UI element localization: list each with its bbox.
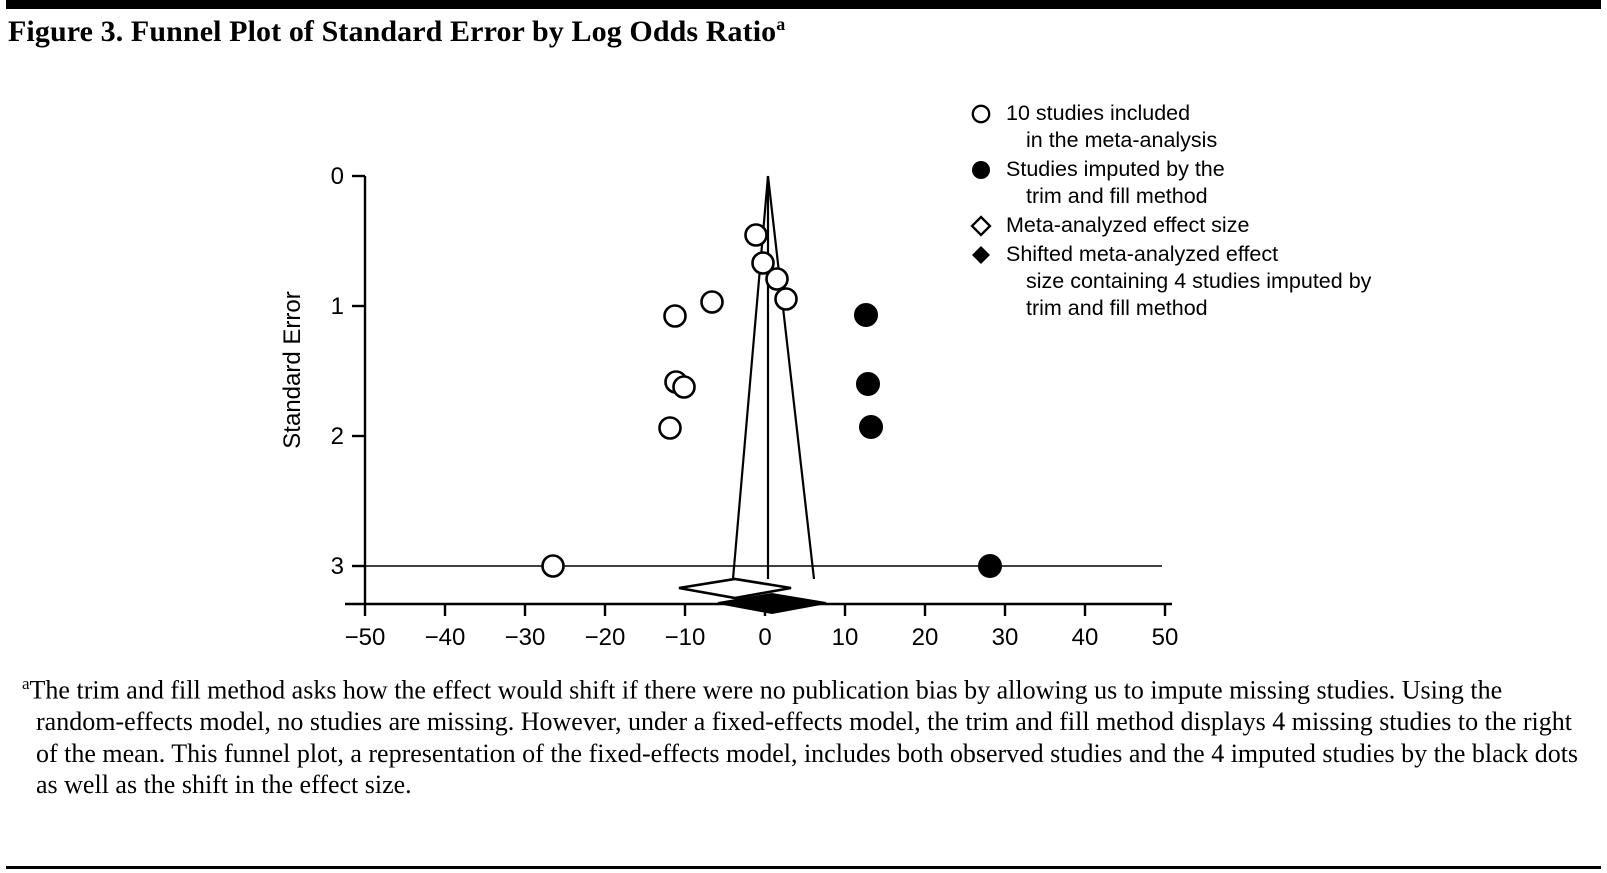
data-point-open-4 [776, 289, 797, 310]
funnel-right-edge [768, 176, 814, 579]
legend-item-observed [968, 100, 1388, 154]
legend-label-imputed-line2: trim and fill method [1026, 184, 1208, 208]
imputed-studies-points [855, 304, 1001, 577]
legend-label-observed [1006, 100, 1388, 154]
data-point-open-10 [543, 556, 564, 577]
legend-item-imputed [968, 156, 1388, 210]
data-point-open-1 [746, 225, 767, 246]
x-tick-label--30: −30 [504, 624, 546, 650]
data-point-open-8 [674, 377, 695, 398]
x-tick-label-40: 40 [1071, 624, 1099, 650]
top-rule-divider [6, 0, 1601, 9]
data-point-open-9 [660, 418, 681, 439]
filled-diamond-icon [970, 244, 994, 266]
legend-label-shifted-effect [1006, 241, 1388, 322]
y-tick-label-2: 2 [330, 423, 344, 450]
figure-title [8, 14, 785, 49]
data-point-open-5 [702, 292, 723, 313]
filled-circle-icon [970, 159, 994, 181]
x-tick-label-20: 20 [911, 624, 939, 650]
legend-label-meta-effect [1006, 212, 1388, 239]
x-tick-label--40: −40 [424, 624, 466, 650]
bottom-rule-divider [6, 866, 1601, 869]
legend-label-observed-line2: in the meta-analysis [1026, 128, 1218, 152]
x-tick-label-30: 30 [991, 624, 1019, 650]
data-point-open-6 [665, 306, 686, 327]
legend-label-imputed-line1: Studies imputed by the [1006, 157, 1225, 181]
figure-title-superscript: a [776, 14, 786, 34]
data-point-filled-3 [860, 416, 882, 438]
legend-item-meta-effect [968, 212, 1388, 239]
x-tick-label-0: 0 [758, 624, 772, 650]
y-tick-label-1: 1 [330, 293, 344, 320]
figure-footnote [8, 668, 1594, 801]
data-point-filled-2 [857, 373, 879, 395]
legend-label-shifted-effect-line1: Shifted meta-analyzed effect [1006, 242, 1279, 266]
data-point-filled-4 [979, 555, 1001, 577]
x-tick-label-10: 10 [831, 624, 859, 650]
legend-item-shifted-effect [968, 241, 1388, 322]
y-axis-title: Standard Error [279, 291, 306, 449]
footnote-marker: a [22, 674, 30, 693]
x-tick-label--20: −20 [584, 624, 626, 650]
open-circle-icon [970, 103, 994, 125]
y-tick-label-0: 0 [330, 163, 344, 190]
data-point-open-3 [767, 269, 788, 290]
legend [968, 100, 1388, 324]
funnel-plot-chart [0, 70, 1607, 650]
legend-label-imputed [1006, 156, 1388, 210]
open-diamond-icon [970, 215, 994, 237]
figure-title-text: Figure 3. Funnel Plot of Standard Error by Log Odds Ratio [8, 15, 777, 48]
x-tick-label--50: −50 [344, 624, 386, 650]
footnote-text: The trim and fill method asks how the effect would shift if there were no publication bias by allowing us to impute missing studies. Using the random-effects model, no studies are missing. However, under a fixed-effects model, the trim and fill method displays 4 missing studies to the right of the mean. This funnel plot, a representation of the fixed-effects model, includes both observed studies and the 4 imputed studies by the black dots as well as the shift in the effect size. [29, 675, 1579, 800]
x-tick-label--10: −10 [664, 624, 706, 650]
legend-label-meta-effect-line1: Meta-analyzed effect size [1006, 213, 1250, 237]
footnote-body [8, 668, 1594, 801]
legend-label-shifted-effect-line2: size containing 4 studies imputed by trim and fill method [1026, 269, 1372, 320]
x-tick-label-50: 50 [1151, 624, 1179, 650]
legend-label-observed-line1: 10 studies included [1006, 101, 1191, 125]
y-tick-label-3: 3 [330, 553, 344, 580]
data-point-filled-1 [855, 304, 877, 326]
